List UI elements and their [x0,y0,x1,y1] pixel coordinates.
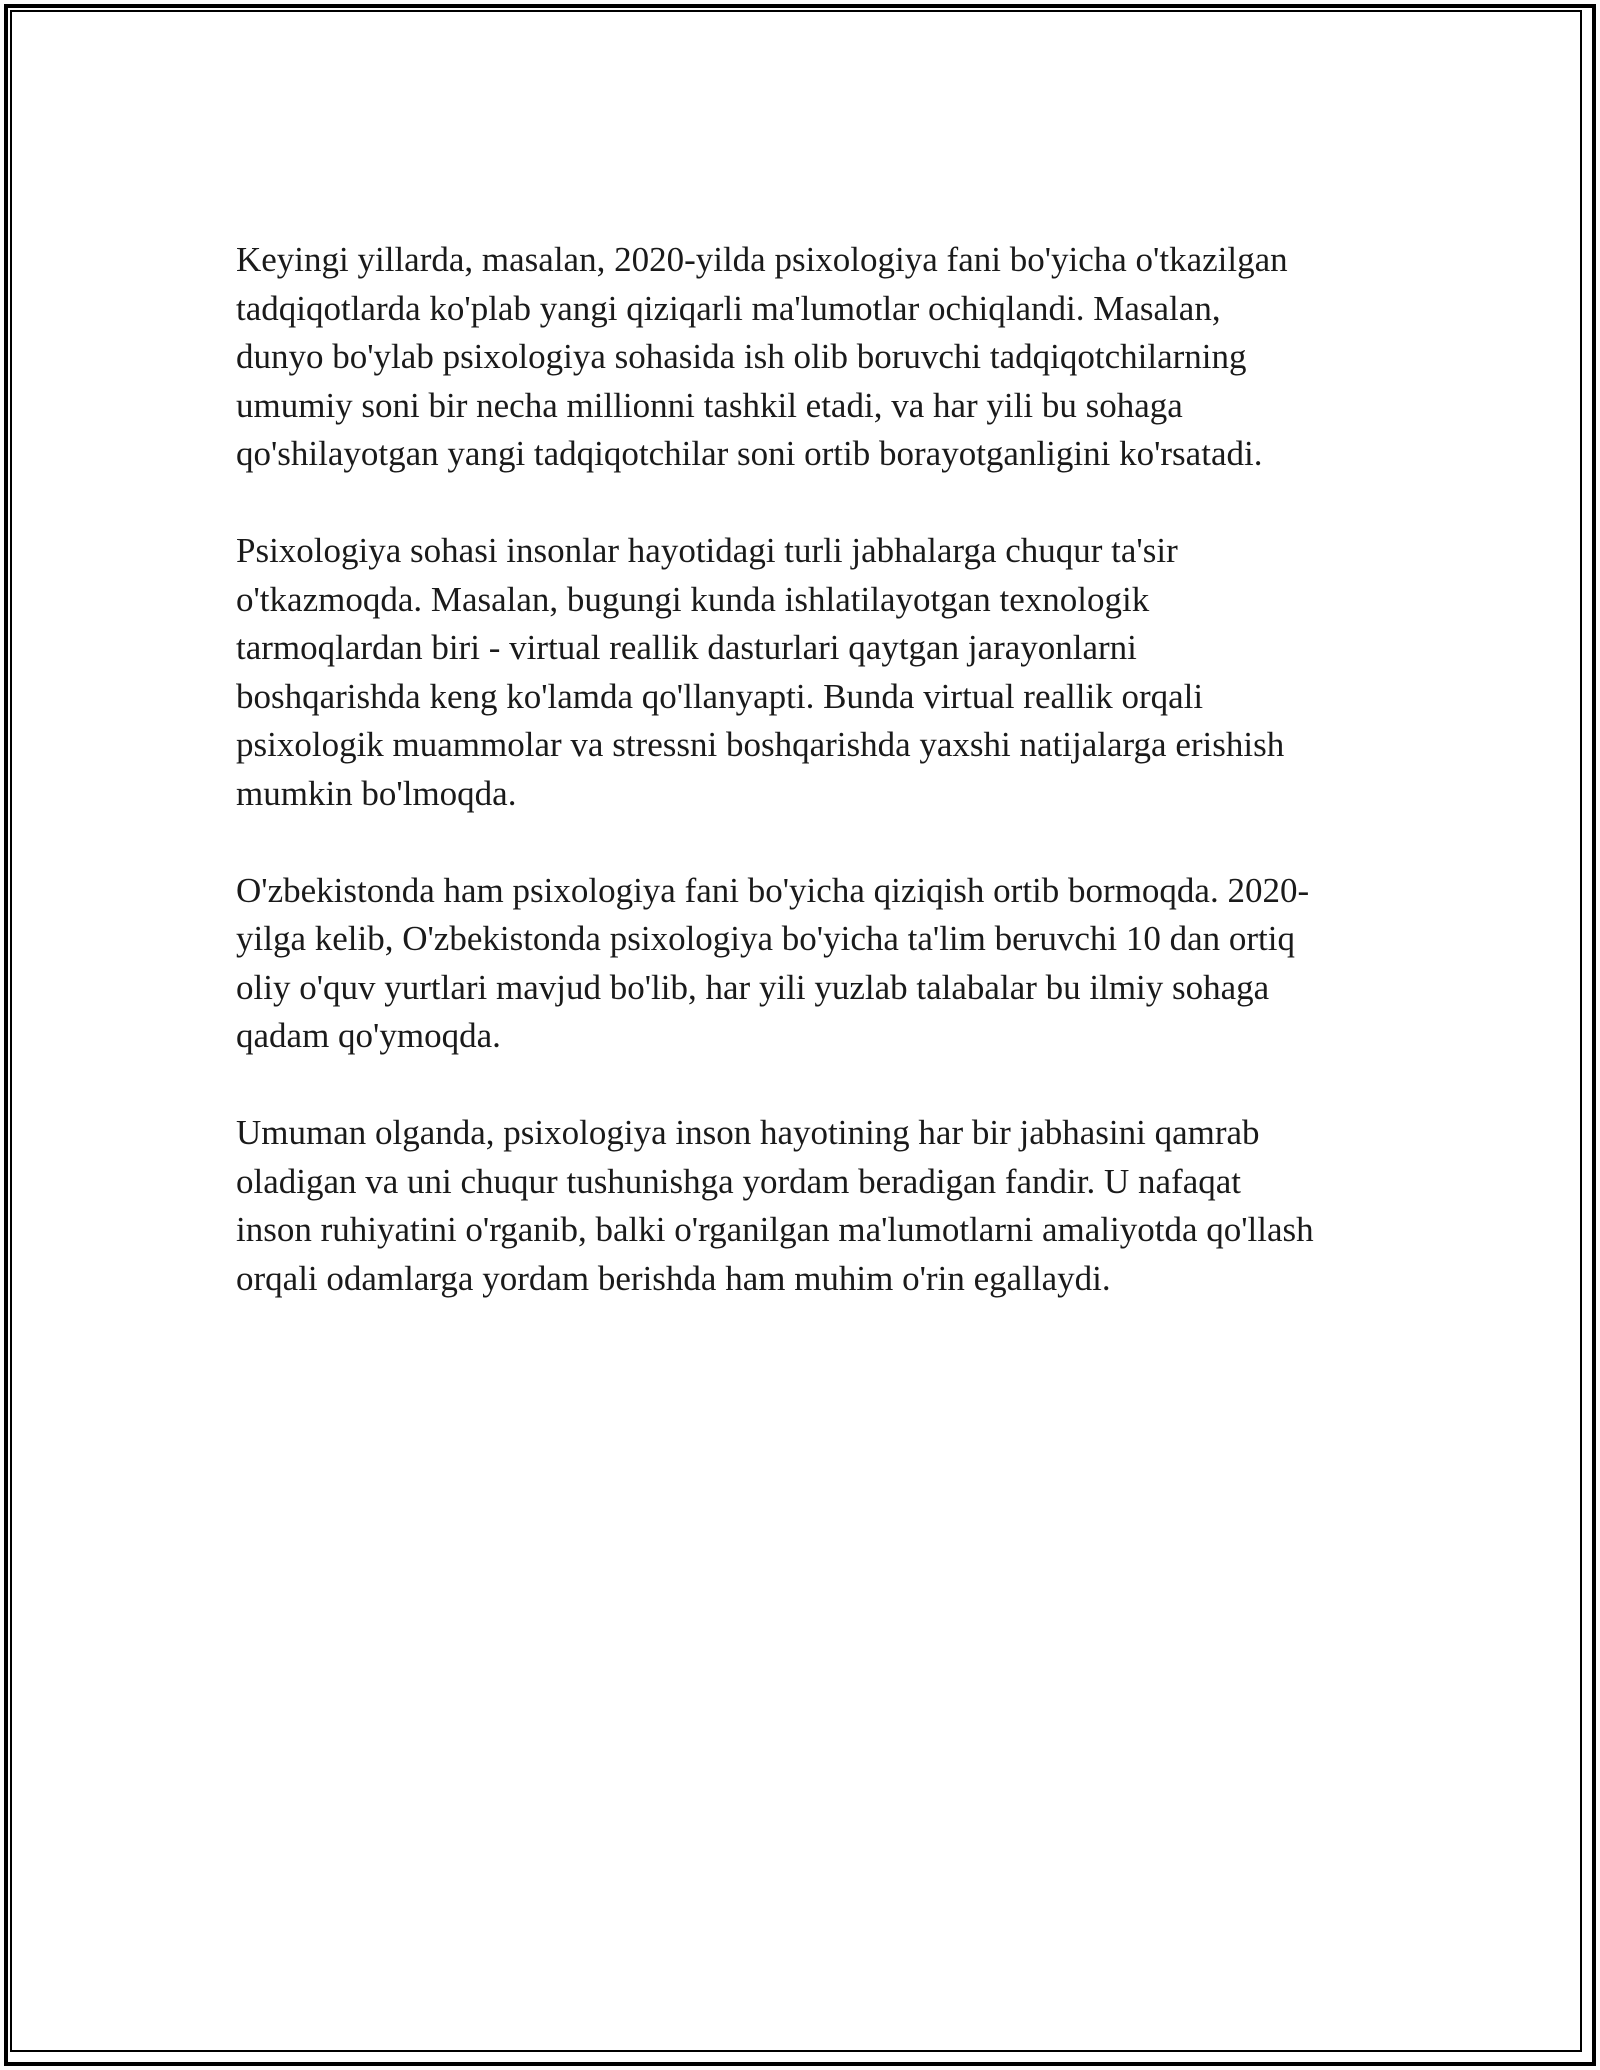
text-line: mumkin bo'lmoqda. [236,773,517,813]
text-line: Psixologiya sohasi insonlar hayotidagi turli jabhalarga chuqur ta'sir [236,531,1178,570]
text-line: o'tkazmoqda. Masalan, bugungi kunda ishlatilayotgan texnologik [236,579,1150,619]
text-line: oliy o'quv yurtlari mavjud bo'lib, har yili yuzlab talabalar bu ilmiy sohaga [236,967,1270,1007]
text-line: qadam qo'ymoqda. [236,1016,501,1055]
text-line: orqali odamlarga yordam berishda ham muhim o'rin egallaydi. [236,1258,1111,1298]
text-line: oladigan va uni chuqur tushunishga yordam beradigan fandir. U nafaqat [236,1161,1241,1201]
text-line: boshqarishda keng ko'lamda qo'llanyapti. Bunda virtual reallik orqali [236,676,1204,716]
text-line: psixologik muammolar va stressni boshqarishda yaxshi natijalarga erishish [236,725,1285,764]
text-line: O'zbekistonda ham psixologiya fani bo'yicha qiziqish ortib bormoqda. 2020- [236,870,1310,910]
text-line: Umuman olganda, psixologiya inson hayotining har bir jabhasini qamrab [236,1113,1260,1152]
text-line: tadqiqotlarda ko'plab yangi qiziqarli ma'lumotlar ochiqlandi. Masalan, [236,288,1221,328]
text-line: yilga kelib, O'zbekistonda psixologiya bo'yicha ta'lim beruvchi 10 dan ortiq [236,919,1295,958]
text-line: dunyo bo'ylab psixologiya sohasida ish olib boruvchi tadqiqotchilarning [236,337,1247,376]
paragraph-3 [236,867,1376,1061]
paragraph-4 [236,1109,1376,1303]
document-body [236,236,1376,1303]
text-line: tarmoqlardan biri - virtual reallik dasturlari qaytgan jarayonlarni [236,628,1137,667]
text-line: Keyingi yillarda, masalan, 2020-yilda psixologiya fani bo'yicha o'tkazilgan [236,240,1288,279]
text-line: umumiy soni bir necha millionni tashkil etadi, va har yili bu sohaga [236,385,1183,425]
paragraph-1 [236,236,1376,479]
text-line: qo'shilayotgan yangi tadqiqotchilar soni ortib borayotganligini ko'rsatadi. [236,434,1263,473]
text-line: inson ruhiyatini o'rganib, balki o'rganilgan ma'lumotlarni amaliyotda qo'llash [236,1210,1314,1249]
paragraph-2 [236,527,1376,818]
